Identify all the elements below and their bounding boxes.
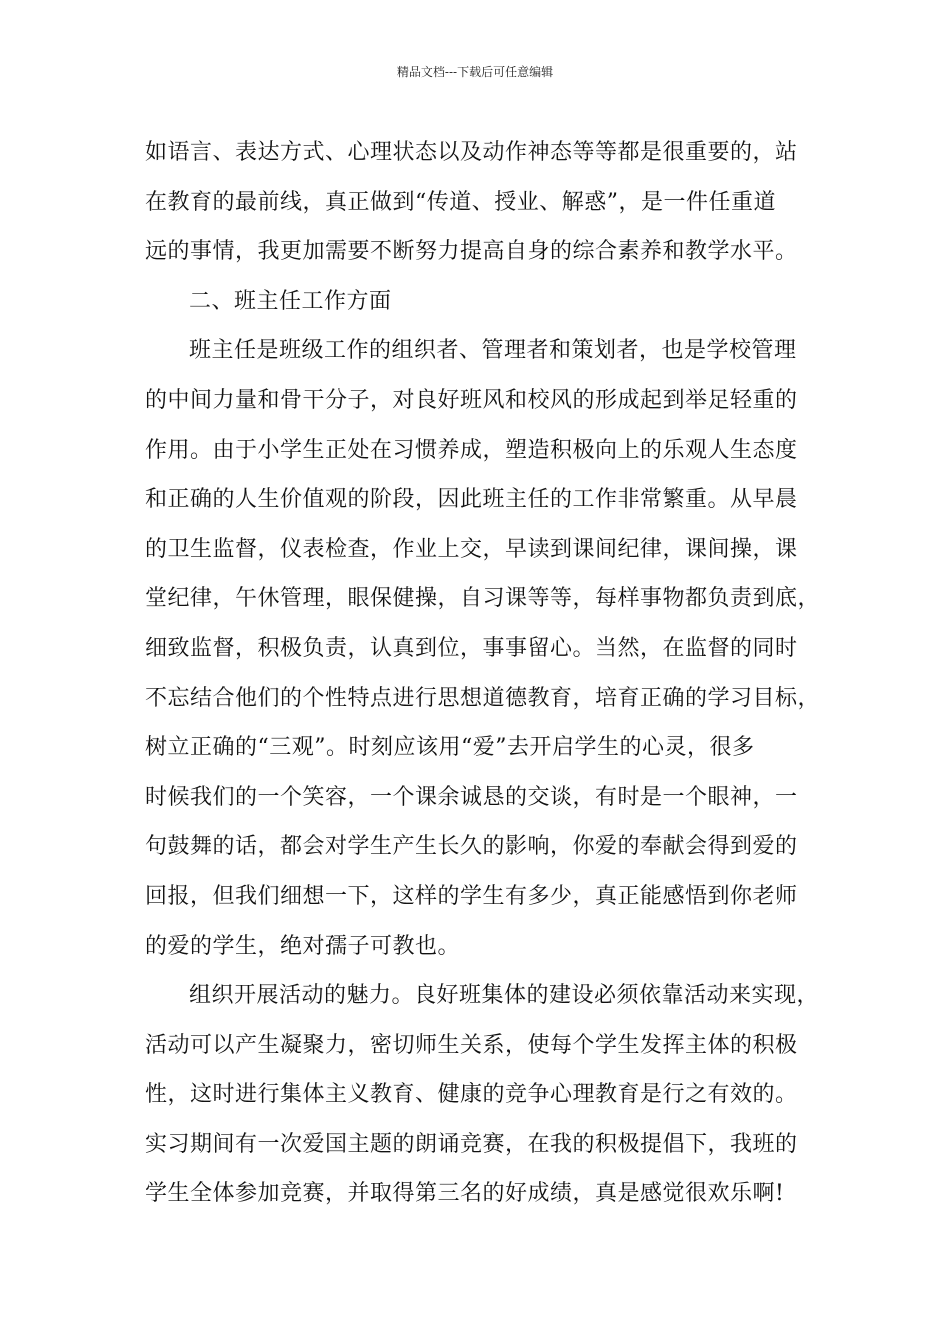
text-line: 堂纪律，午休管理，眼保健操，自习课等等，每样事物都负责到底， [145, 586, 821, 612]
text-line: 组织开展活动的魅力。良好班集体的建设必须依靠活动来实现， [189, 983, 820, 1009]
document-body [145, 128, 821, 1219]
text-line: 和正确的人生价值观的阶段，因此班主任的工作非常繁重。从早晨 [145, 487, 798, 513]
text-line: 时候我们的一个笑容，一个课余诚恳的交谈，有时是一个眼神，一 [145, 784, 798, 810]
text-line: 远的事情，我更加需要不断努力提高自身的综合素养和教学水平。 [145, 239, 798, 265]
text-line: 学生全体参加竞赛，并取得第三名的好成绩，真是感觉很欢乐啊! [145, 1181, 785, 1207]
text-line: 实习期间有一次爱国主题的朗诵竞赛，在我的积极提倡下，我班的 [145, 1131, 798, 1157]
page-header: 精品文档---下载后可任意编辑 [396, 65, 554, 79]
text-line: 性，这时进行集体主义教育、健康的竞争心理教育是行之有效的。 [145, 1082, 798, 1108]
text-line: 班主任是班级工作的组织者、管理者和策划者，也是学校管理 [189, 338, 797, 364]
text-line: 回报，但我们细想一下，这样的学生有多少，真正能感悟到你老师 [145, 883, 798, 909]
text-line: 在教育的最前线，真正做到“传道、授业、解惑”，是一件任重道 [145, 189, 776, 215]
text-line: 作用。由于小学生正处在习惯养成，塑造积极向上的乐观人生态度 [145, 437, 798, 463]
section-heading: 二、班主任工作方面 [189, 288, 392, 314]
text-line: 的卫生监督，仪表检查，作业上交，早读到课间纪律，课间操，课 [145, 536, 798, 562]
text-line: 的中间力量和骨干分子，对良好班风和校风的形成起到举足轻重的 [145, 387, 798, 413]
text-line: 活动可以产生凝聚力，密切师生关系，使每个学生发挥主体的积极 [145, 1032, 798, 1058]
text-line: 的爱的学生，绝对孺子可教也。 [145, 933, 461, 959]
text-line: 树立正确的“三观”。时刻应该用“爱”去开启学生的心灵，很多 [145, 735, 755, 761]
text-line: 细致监督，积极负责，认真到位，事事留心。当然，在监督的同时 [145, 635, 798, 661]
text-line: 如语言、表达方式、心理状态以及动作神态等等都是很重要的，站 [145, 140, 798, 165]
text-line: 不忘结合他们的个性特点进行思想道德教育，培育正确的学习目标， [145, 685, 821, 711]
text-line: 句鼓舞的话，都会对学生产生长久的影响，你爱的奉献会得到爱的 [145, 834, 798, 860]
